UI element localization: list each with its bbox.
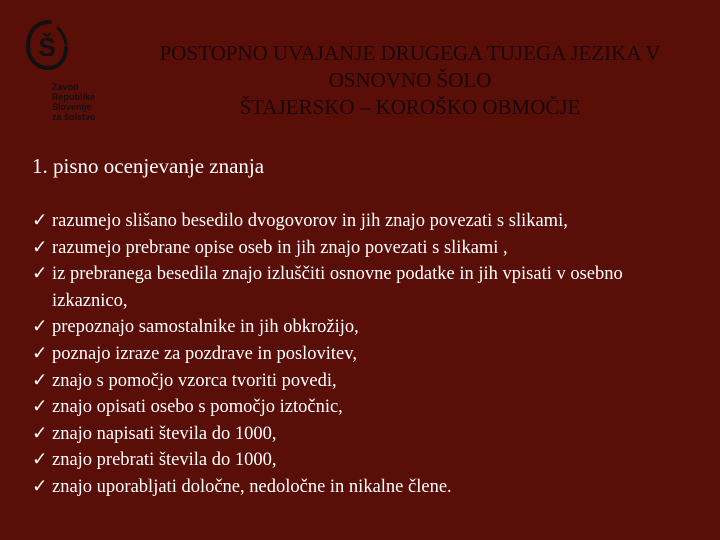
checkmark-icon: ✓ [32, 211, 48, 231]
checkmark-icon: ✓ [32, 237, 48, 258]
objective-item [32, 208, 702, 235]
checkmark-icon: ✓ [32, 343, 48, 364]
objective-item [32, 314, 702, 341]
checkmark-icon: ✓ [32, 317, 48, 338]
objective-item [32, 421, 702, 448]
title-line: ŠTAJERSKO – KOROŠKO OBMOČJE [239, 95, 581, 119]
objective-text: iz prebranega besedila znajo izluščiti osnovne podatke in jih vpisati v osebno izkaznico, [52, 264, 623, 311]
checkmark-icon: ✓ [32, 476, 48, 497]
objective-text: znajo napisati števila do 1000, [52, 423, 277, 444]
title-line: POSTOPNO UVAJANJE DRUGEGA TUJEGA JEZIKA V [159, 41, 661, 65]
objective-text: poznajo izraze za pozdrave in poslovitev, [52, 343, 357, 364]
objective-item [32, 341, 702, 368]
logo-line: Zavod [52, 82, 79, 92]
logo-letter: Š [38, 32, 56, 62]
logo-caption [52, 82, 96, 122]
objective-text: razumejo slišano besedilo dvogovorov in jih znajo povezati s slikami, [52, 211, 568, 231]
checkmark-icon: ✓ [32, 423, 48, 444]
logo-line: Slovenije [52, 102, 92, 112]
objective-item [32, 368, 702, 395]
checkmark-icon: ✓ [32, 397, 48, 418]
objective-item [32, 474, 702, 501]
objective-text: znajo uporabljati določne, nedoločne in nikalne člene. [52, 476, 452, 497]
objective-text: prepoznajo samostalnike in jih obkrožijo, [52, 317, 359, 338]
objective-item [32, 447, 702, 474]
checkmark-icon: ✓ [32, 370, 48, 391]
objective-item [32, 394, 702, 421]
objectives-list [32, 208, 702, 501]
logo-emblem-icon [24, 18, 70, 82]
objective-text: znajo s pomočjo vzorca tvoriti povedi, [52, 370, 337, 391]
checkmark-icon: ✓ [32, 450, 48, 471]
objective-item [32, 235, 702, 262]
slide-title [100, 40, 720, 121]
objective-text: znajo opisati osebo s pomočjo iztočnic, [52, 397, 343, 418]
logo-line: Republike [52, 92, 96, 102]
objective-text: znajo prebrati števila do 1000, [52, 450, 277, 471]
logo-line: za šolstvo [52, 112, 96, 122]
objective-text: razumejo prebrane opise oseb in jih znajo povezati s slikami , [52, 237, 508, 258]
checkmark-icon: ✓ [32, 264, 48, 285]
objective-item [32, 261, 702, 314]
section-heading: 1. pisno ocenjevanje znanja [32, 154, 265, 178]
title-line: OSNOVNO ŠOLO [328, 68, 492, 92]
